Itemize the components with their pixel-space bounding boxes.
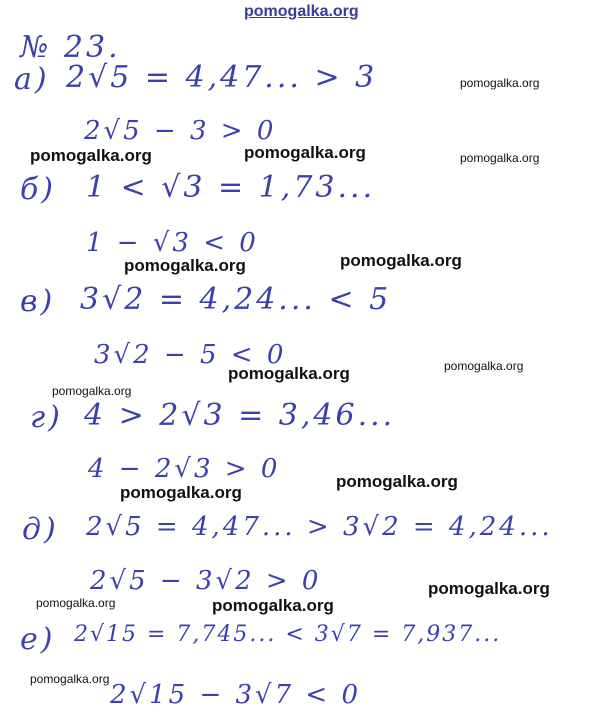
item-label-a: а)	[14, 62, 50, 97]
item-b-line2: 1 − √3 < 0	[86, 228, 259, 258]
watermark: pomogalka.org	[444, 359, 524, 373]
item-label-e: е)	[20, 622, 56, 657]
watermark: pomogalka.org	[460, 151, 540, 165]
watermark: pomogalka.org	[52, 384, 132, 398]
item-v-line1: 3√2 = 4,24... < 5	[80, 282, 392, 317]
item-e-line1: 2√15 = 7,745... < 3√7 = 7,937...	[74, 622, 502, 647]
watermark: pomogalka.org	[244, 143, 366, 162]
item-e-line2: 2√15 − 3√7 < 0	[110, 680, 362, 710]
problem-number: № 23.	[20, 30, 121, 65]
item-b-line1: 1 < √3 = 1,73...	[86, 170, 376, 205]
item-label-v: в)	[20, 284, 56, 319]
item-d-line1: 2√5 = 4,47... > 3√2 = 4,24...	[86, 512, 553, 542]
watermark: pomogalka.org	[36, 596, 116, 610]
item-v-line2: 3√2 − 5 < 0	[94, 340, 287, 370]
watermark: pomogalka.org	[428, 579, 550, 598]
item-g-line2: 4 − 2√3 > 0	[88, 454, 281, 484]
item-label-b: б)	[20, 172, 57, 207]
item-a-line1: 2√5 = 4,47... > 3	[66, 60, 378, 95]
watermark: pomogalka.org	[336, 472, 458, 491]
item-label-g: г)	[30, 400, 63, 435]
item-g-line1: 4 > 2√3 = 3,46...	[84, 398, 396, 433]
watermark-top: pomogalka.org	[244, 3, 359, 20]
watermark: pomogalka.org	[460, 76, 540, 90]
watermark: pomogalka.org	[340, 251, 462, 270]
item-d-line2: 2√5 − 3√2 > 0	[90, 566, 322, 596]
watermark: pomogalka.org	[212, 596, 334, 615]
watermark: pomogalka.org	[30, 146, 152, 165]
watermark: pomogalka.org	[124, 256, 246, 275]
item-a-line2: 2√5 − 3 > 0	[84, 116, 277, 146]
watermark: pomogalka.org	[228, 364, 350, 383]
watermark: pomogalka.org	[120, 483, 242, 502]
watermark: pomogalka.org	[30, 672, 110, 686]
item-label-d: д)	[22, 512, 59, 547]
